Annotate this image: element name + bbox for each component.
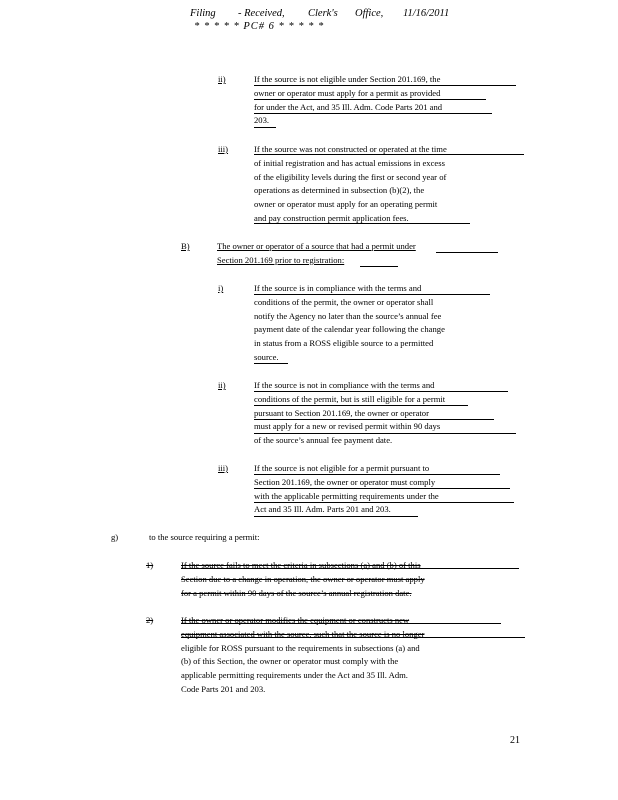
paragraph-b-ii (254, 379, 445, 448)
text-line: eligible for ROSS pursuant to the requirements in subsections (a) and (181, 642, 420, 653)
header-office: Office, (355, 8, 384, 19)
text-line: payment date of the calendar year following the change (254, 324, 445, 335)
underline-rule (254, 127, 276, 128)
underline-rule (254, 294, 490, 295)
text-line: 203. (254, 115, 270, 126)
text-line: to the source requiring a permit: (149, 532, 260, 542)
item-marker: iii) (218, 144, 229, 154)
header-date: 11/16/2011 (403, 8, 450, 19)
page-number: 21 (510, 735, 520, 746)
item-marker: g) (111, 532, 119, 542)
underline-rule (254, 113, 492, 114)
text-line: in status from a ROSS eligible source to a permitted (254, 338, 434, 349)
text-line: operations as determined in subsection (b)(2), the (254, 185, 425, 196)
strike-rule (181, 623, 501, 624)
text-line: pursuant to Section 201.169, the owner or operator (254, 407, 429, 418)
header-filing: Filing (190, 8, 216, 19)
item-marker: ii) (218, 380, 226, 390)
underline-rule (360, 266, 398, 267)
paragraph-g (149, 531, 260, 545)
item-marker: ii) (218, 74, 226, 84)
underline-rule (436, 252, 498, 253)
text-line: conditions of the permit, but is still eligible for a permit (254, 393, 446, 404)
underline-rule (254, 391, 508, 392)
paragraph-a-iii (254, 143, 447, 226)
text-line: (b) of this Section, the owner or operator must comply with the (181, 656, 399, 667)
text-line: of the eligibility levels during the first or second year of (254, 171, 447, 182)
text-line: Section 201.169 prior to registration: (217, 254, 345, 265)
underline-rule (254, 488, 510, 489)
item-marker: 2) (146, 615, 154, 625)
text-line: must apply for a new or revised permit within 90 days (254, 421, 441, 432)
item-marker: 1) (146, 560, 154, 570)
strike-rule (181, 637, 525, 638)
text-line: If the source is in compliance with the terms and (254, 283, 422, 293)
text-line: applicable permitting requirements under the Act and 35 Ill. Adm. (181, 670, 408, 681)
header-received: - Received, (238, 8, 285, 19)
paragraph-b-iii (254, 462, 439, 517)
underline-rule (254, 363, 288, 364)
text-line: If the source fails to meet the criteria in subsections (a) and (b) of this (181, 560, 421, 570)
text-line: If the source is not eligible for a permit pursuant to (254, 463, 430, 473)
text-line: equipment associated with the source, such that the source is no longer (181, 628, 425, 639)
paragraph-b (217, 240, 416, 268)
text-line: Section 201.169, the owner or operator must comply (254, 476, 436, 487)
text-line: of initial registration and has actual emissions in excess (254, 157, 445, 168)
strike-rule (181, 568, 519, 569)
text-line: owner or operator must apply for a permit as provided (254, 87, 441, 98)
item-marker: B) (181, 241, 190, 251)
text-line: with the applicable permitting requirements under the (254, 490, 439, 501)
underline-rule (254, 223, 470, 224)
text-line: for under the Act, and 35 Ill. Adm. Code Parts 201 and (254, 101, 443, 112)
underline-rule (254, 85, 516, 86)
text-line: conditions of the permit, the owner or operator shall (254, 296, 434, 307)
text-line: Code Parts 201 and 203. (181, 683, 266, 694)
text-line: Act and 35 Ill. Adm. Parts 201 and 203. (254, 504, 391, 515)
text-line: owner or operator must apply for an operating permit (254, 199, 438, 210)
text-line: and pay construction permit application fees. (254, 212, 409, 223)
underline-rule (254, 99, 486, 100)
text-line: If the source is not eligible under Section 201.169, the (254, 74, 441, 84)
filing-header (190, 7, 449, 33)
text-line: source. (254, 351, 279, 362)
paragraph-g2 (181, 614, 424, 697)
text-line: If the source is not in compliance with the terms and (254, 380, 435, 390)
text-line: Section due to a change in operation, the owner or operator must apply (181, 573, 425, 584)
text-line: of the source’s annual fee payment date. (254, 435, 393, 446)
header-clerks: Clerk's (308, 8, 338, 19)
underline-rule (254, 154, 524, 155)
underline-rule (254, 419, 494, 420)
text-line: If the owner or operator modifies the equipment or constructs new (181, 615, 410, 625)
underline-rule (254, 433, 516, 434)
underline-rule (254, 502, 514, 503)
header-pc-line: * * * * * PC# 6 * * * * * (194, 21, 325, 32)
text-line: The owner or operator of a source that had a permit under (217, 241, 416, 251)
item-marker: i) (218, 283, 224, 293)
text-line: for a permit within 90 days of the source’s annual registration date. (181, 587, 412, 598)
paragraph-g1 (181, 559, 425, 600)
paragraph-a-ii (254, 73, 442, 128)
text-line: notify the Agency no later than the source’s annual fee (254, 310, 442, 321)
underline-rule (254, 516, 418, 517)
underline-rule (254, 405, 468, 406)
text-line: If the source was not constructed or operated at the time (254, 144, 447, 154)
underline-rule (254, 474, 500, 475)
item-marker: iii) (218, 463, 229, 473)
